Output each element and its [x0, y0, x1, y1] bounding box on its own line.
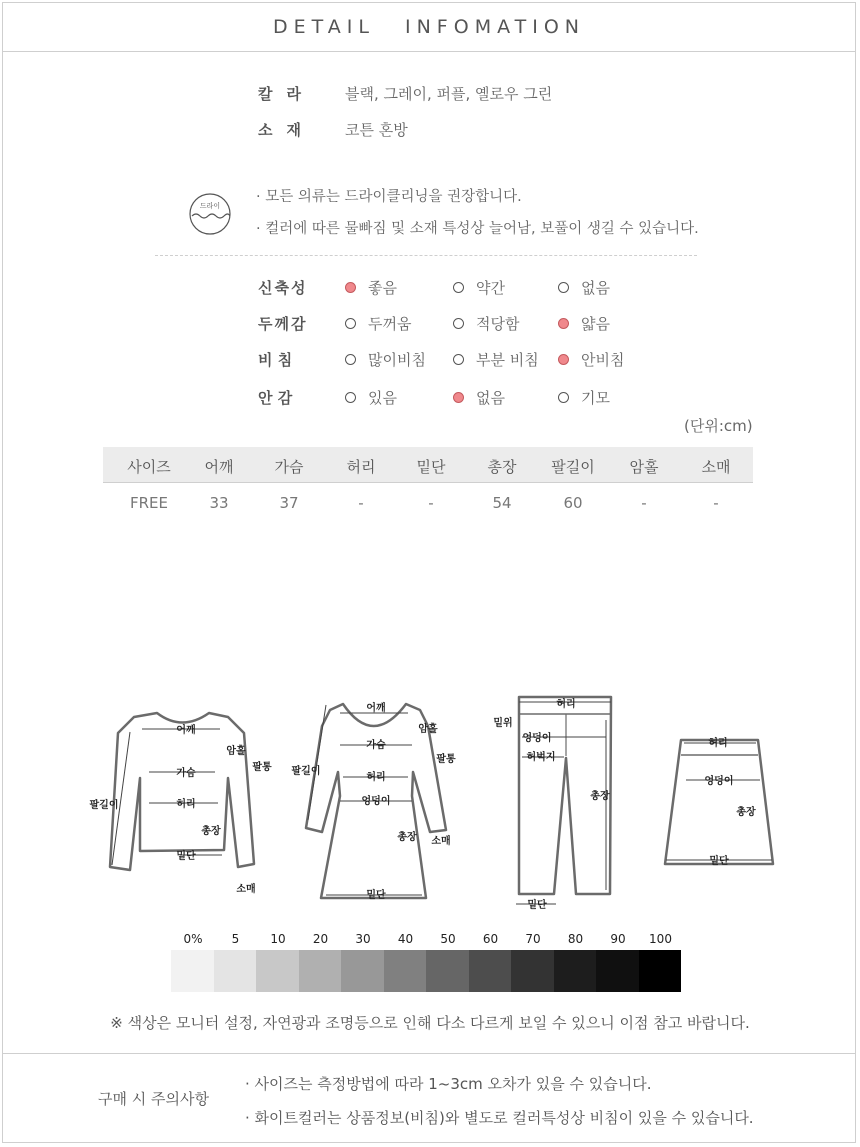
- grayscale-swatch: [299, 950, 342, 992]
- size-table-header-cell: 허리: [346, 458, 376, 476]
- radio-empty-icon: [453, 282, 464, 293]
- size-table-cell: -: [641, 494, 647, 512]
- grayscale-swatch: [426, 950, 469, 992]
- radio-empty-icon: [453, 354, 464, 365]
- caution-item: · 사이즈는 측정방법에 따라 1~3cm 오차가 있을 수 있습니다.: [245, 1075, 652, 1093]
- property-option: 좋음: [368, 279, 397, 297]
- pants-measure-label: 밑위: [493, 718, 513, 729]
- pants-measure-label: 엉덩이: [522, 733, 552, 744]
- top-outline: [110, 713, 254, 870]
- grayscale-bar: [171, 950, 681, 992]
- property-label: 두께감: [258, 315, 308, 333]
- care-line: · 컬러에 따른 물빠짐 및 소재 특성상 늘어남, 보풀이 생길 수 있습니다.: [256, 221, 699, 237]
- skirt-measure-label: 총장: [736, 807, 756, 818]
- scale-label: 60: [482, 932, 499, 946]
- size-table-header-cell: 소매: [701, 458, 731, 476]
- scale-label: 50: [440, 932, 456, 946]
- size-table-header-cell: 암홀: [629, 458, 659, 476]
- skirt-measure-label: 허리: [708, 738, 728, 749]
- top-measure-label: 팔길이: [89, 800, 119, 811]
- measurement-diagrams: [0, 680, 860, 920]
- dry-clean-icon: [188, 192, 232, 236]
- property-label: 비 침: [258, 351, 293, 369]
- pants-measure-label: 허벅지: [526, 752, 556, 763]
- top-measure-label: 암홀: [226, 746, 246, 757]
- dry-clean-icon-label: 드라이: [199, 202, 221, 210]
- skirt-outline: [665, 740, 773, 864]
- caution-title: 구매 시 주의사항: [98, 1090, 209, 1108]
- dress-measure-label: 가슴: [366, 740, 386, 751]
- caution-divider: [2, 1053, 856, 1054]
- page-title: DETAIL INFOMATION: [273, 16, 585, 38]
- scale-label: 0%: [183, 932, 203, 946]
- size-table-cell: -: [428, 494, 434, 512]
- size-table-cell: -: [358, 494, 364, 512]
- property-option: 적당함: [476, 315, 520, 333]
- scale-label: 20: [312, 932, 329, 946]
- property-option: 많이비침: [368, 351, 426, 369]
- property-label: 신축성: [258, 279, 308, 297]
- top-measure-label: 소매: [236, 884, 256, 895]
- radio-selected-icon: [558, 354, 569, 365]
- size-table-cell: 54: [492, 494, 512, 512]
- dress-measure-label: 엉덩이: [361, 796, 391, 807]
- property-option: 있음: [368, 389, 397, 407]
- grayscale-swatch: [384, 950, 427, 992]
- scale-label: 40: [397, 932, 414, 946]
- grayscale-swatch: [256, 950, 299, 992]
- top-measure-label: 총장: [201, 826, 221, 837]
- property-option: 얇음: [581, 315, 610, 333]
- size-table-cell: FREE: [129, 494, 168, 512]
- dress-measure-label: 총장: [397, 832, 417, 843]
- top-measure-label: 허리: [176, 799, 196, 810]
- monitor-note: ※ 색상은 모니터 설정, 자연광과 조명등으로 인해 다소 다르게 보일 수 있으니 이점 참고 바랍니다.: [110, 1014, 750, 1032]
- property-option: 약간: [476, 279, 505, 297]
- radio-empty-icon: [345, 318, 356, 329]
- radio-selected-icon: [453, 392, 464, 403]
- top-measure-label: 어깨: [176, 725, 196, 736]
- grayscale-swatch: [596, 950, 639, 992]
- radio-empty-icon: [345, 354, 356, 365]
- dress-measure-label: 소매: [431, 836, 451, 847]
- property-option: 안비침: [581, 351, 625, 369]
- material-label: 소재: [258, 121, 315, 139]
- property-option: 부분 비침: [476, 351, 539, 369]
- size-table-header-cell: 사이즈: [127, 458, 171, 476]
- caution-item: · 화이트컬러는 상품정보(비침)와 별도로 컬러특성상 비침이 있을 수 있습니다.: [245, 1109, 754, 1127]
- skirt-measure-label: 밑단: [709, 856, 729, 867]
- grayscale-swatch: [554, 950, 597, 992]
- size-table-header-cell: 팔길이: [551, 458, 595, 476]
- top-measure-label: 가슴: [176, 768, 196, 779]
- dress-measure-label: 어깨: [366, 703, 386, 714]
- radio-empty-icon: [453, 318, 464, 329]
- top-neckline: [157, 713, 209, 723]
- radio-empty-icon: [558, 282, 569, 293]
- scale-label: 5: [231, 932, 240, 946]
- size-table-cell: -: [713, 494, 719, 512]
- size-table-header-cell: 밑단: [416, 458, 446, 476]
- property-option: 기모: [581, 389, 610, 407]
- scale-label: 70: [525, 932, 541, 946]
- grayscale-swatch: [171, 950, 214, 992]
- color-label: 칼라: [258, 85, 315, 103]
- scale-label: 10: [270, 932, 286, 946]
- property-option: 없음: [476, 389, 505, 407]
- scale-label: 90: [610, 932, 626, 946]
- grayscale-swatch: [639, 950, 682, 992]
- color-value: 블랙, 그레이, 퍼플, 옐로우 그린: [345, 85, 553, 103]
- radio-selected-icon: [558, 318, 569, 329]
- pants-measure-label: 총장: [590, 791, 610, 802]
- radio-empty-icon: [345, 392, 356, 403]
- header: [2, 2, 856, 52]
- property-option: 두꺼움: [368, 315, 412, 333]
- property-option: 없음: [581, 279, 610, 297]
- size-table-cell: 60: [563, 494, 583, 512]
- dress-measure-label: 팔길이: [291, 766, 321, 777]
- radio-empty-icon: [558, 392, 569, 403]
- grayscale-swatch: [469, 950, 512, 992]
- size-table-header-cell: 가슴: [274, 458, 304, 476]
- top-measure-label: 밑단: [176, 851, 196, 862]
- unit-label: (단위:cm): [684, 417, 753, 435]
- dashed-divider: [155, 255, 697, 256]
- pants-measure-label: 허리: [556, 699, 576, 710]
- care-line: · 모든 의류는 드라이클리닝을 권장합니다.: [256, 189, 522, 205]
- pants-measure-label: 밑단: [527, 900, 547, 911]
- material-value: 코튼 혼방: [345, 121, 408, 139]
- size-table-cell: 37: [279, 494, 299, 512]
- dress-measure-label: 밑단: [366, 890, 386, 901]
- size-table-header-cell: 총장: [487, 458, 517, 476]
- dress-measure-label: 암홀: [418, 724, 438, 735]
- scale-label: 80: [567, 932, 584, 946]
- radio-selected-icon: [345, 282, 356, 293]
- dress-measure-label: 팔통: [436, 754, 456, 765]
- grayscale-swatch: [511, 950, 554, 992]
- size-table-cell: 33: [209, 494, 229, 512]
- scale-label: 100: [649, 932, 672, 946]
- dress-measure-label: 허리: [366, 772, 386, 783]
- top-measure-label: 팔통: [252, 762, 272, 773]
- skirt-measure-label: 엉덩이: [704, 776, 734, 787]
- property-label: 안 감: [258, 389, 293, 407]
- scale-label: 30: [355, 932, 371, 946]
- size-table-header-cell: 어깨: [204, 458, 234, 476]
- grayscale-swatch: [214, 950, 257, 992]
- grayscale-swatch: [341, 950, 384, 992]
